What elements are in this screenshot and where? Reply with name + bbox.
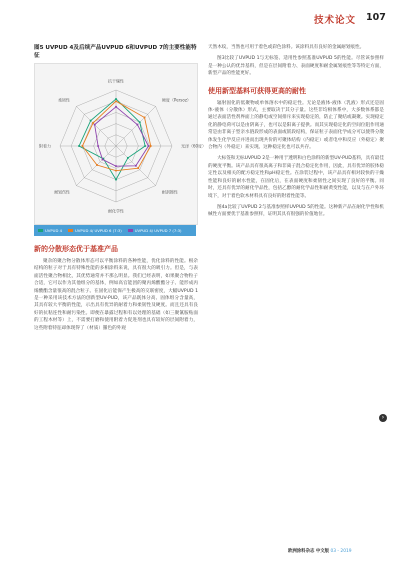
page-number: 107: [366, 12, 386, 23]
radar-point: [135, 165, 137, 167]
left-paragraph-1: 聚杂的聚合物分散体形态可以平衡涂料的各种性能，优化涂料的性能。根杂结构的粒子对于具有特殊性能的多相涂料来说，具有很大的吸引力。但是，与表面活性聚合物相比，其优势通常并不那么明显。我们已经表明，如果聚合物粒子合适，它可以作为其他组分的基体，例如高官能团的聚丙烯酸酯分子、能形成丙烯酸酯含量很高的混合粒子。在固化后能保产生极高的交联密度，大幅UVPUD 1是一种采用该技术方法的创新型UV-PUD，该产品既体分高、固体组分含量高，其具有较大平衡的性能，示出具有优异的耐着力和柔韧性及硬度。而且还具有良好的抗粘连性和耐污染性。即便在暴露过程和有以处理的基础（如三聚氰胺贴面的工程木材等）上，不需要打磨和使用附着力促进剂也具有较好的层间附着力，这些附着特征却体现得了（材质）羅色的外观: [34, 259, 198, 331]
legend-item: [128, 228, 182, 233]
right-paragraph-1: 辐射固化的低聚物或单体溶水中的稳定性。无论是液体-液体（乳液）形式还是固体-液体（分散体）形式，主要取决于其分子量。这些非均相体系中，大多数体系都是通过表面活性剂界面上的静电或空间排斥来实现稳定的，防止了聚结或凝聚。实现稳定化的静电荷可以是由阴离子，也可以是阳离子提供。而其实现稳定化的空间位阻作用通常是由非离子型亲水链段形成的表面或嵌段结构，保证粒子表面化学成分可以使得分散体发生化学反应并进而出现共价的可聚体结构（内稳定）或者电中和反应（外稳定）聚合物内（外稳定）来实现。这种稳定化也可以共存。: [208, 100, 384, 151]
radar-point: [115, 165, 117, 167]
radar-chart-svg: [35, 64, 207, 224]
radar-point: [78, 145, 80, 147]
radar-point: [137, 167, 139, 169]
legend-item: [38, 228, 62, 233]
right-heading: 使用新型基料可获得更高的耐性: [208, 86, 306, 95]
radar-axis-label: 耐刮擦性: [161, 189, 178, 195]
radar-point: [150, 145, 152, 147]
footer-magazine: 欧洲涂料杂志 中文版: [288, 549, 330, 554]
left-column: [34, 44, 207, 336]
radar-series-line: [82, 101, 150, 170]
radar-point: [115, 170, 117, 172]
radar-point: [96, 164, 98, 166]
legend-label: UVPUD 4: [45, 228, 62, 233]
legend-swatch: [38, 229, 43, 232]
radar-axis-label: 附着力: [39, 143, 52, 149]
right-column: [208, 44, 384, 223]
legend-label: UVPUD 4/ UVPUD 6 (7:3): [75, 228, 122, 233]
radar-axis-label: 硬度（Persoz）: [161, 97, 191, 103]
radar-point: [102, 158, 104, 160]
right-paragraph-3: 图4a比较了UVPUD 2与基准参照样UVPUD 5的性能。这种新产品在耐化学性和机械性方面要优于基准参照样，证明其具有很强的价值地位。: [208, 204, 384, 218]
radar-axis-label: 耐化学性: [108, 208, 124, 214]
chart-legend: [34, 225, 196, 236]
section-label: 技术论文: [314, 15, 357, 26]
legend-label: UVPUD 4/ UVPUD 7 (7:3): [134, 228, 182, 233]
radar-point: [144, 145, 146, 147]
footer-issue: 03 - 2019: [330, 549, 352, 554]
right-paragraph-top-1: 天然木纹，当然也可用于着色或彩色涂料。该涂料具有良好的金属耐划痕性。: [208, 45, 365, 50]
radar-point: [90, 120, 92, 122]
radar-point: [115, 106, 117, 108]
radar-chart: [34, 63, 207, 225]
page-footer: [288, 548, 352, 554]
legend-swatch: [68, 229, 73, 232]
page-header: [0, 0, 400, 30]
radar-point: [127, 157, 129, 159]
legend-item: [68, 228, 122, 233]
radar-axis-label: 光泽（60度）: [180, 143, 207, 149]
radar-point: [139, 121, 141, 123]
radar-point: [94, 124, 96, 126]
radar-point: [115, 98, 117, 100]
radar-point: [115, 100, 117, 102]
radar-axis-label: 耐划伤性: [54, 189, 71, 195]
right-paragraph-top-2: 图3比较了UVPUD 1与无标签、适用性参照基准UVPUD 5的性能。尽管该参照样是一种公认的优异基料，但是在层间附着力、表面硬度和耐金属划痕性等等特定方面，新型产品的性能更好。: [208, 56, 384, 77]
radar-series-line: [95, 107, 149, 166]
radar-point: [147, 145, 149, 147]
radar-point: [144, 116, 146, 118]
right-paragraph-2: 大标签和无标UVPUD 2是一种用于透明和白色涂料的新型UV-PUD基料，具有最佳的硬度平衡。该产品具有很高离子和非离子混合稳定化作用，因此，具有优异的胶体稳定性以及相关的配方稳定性和pH稳定性。在涂装过程中，该产品具有相对较快的干燥性能和良好的耐水性能，在固化后，在表面硬度和柔韧性之间实现了良好的平衡。同时，还具有优异的耐化学品性，包括乙醇的耐化学品性和耐黄变性能，以及与在户外环境下，对于着色软木材料具有良好的附着性能等。: [208, 156, 384, 199]
radar-point: [81, 145, 83, 147]
figure-title: 图5 UVPUD 4及后续产品UVPUD 6和UVPUD 7的主要性能特征: [34, 45, 197, 59]
radar-point: [97, 145, 99, 147]
radar-point: [136, 124, 138, 126]
chevron-right-icon[interactable]: ›: [379, 414, 387, 422]
radar-point: [115, 179, 117, 181]
left-heading: 新的分散形态优于基准产品: [34, 245, 118, 253]
radar-point: [92, 122, 94, 124]
radar-axis-label: 柔韧性: [58, 97, 71, 103]
radar-axis-label: 抗干燥性: [108, 78, 124, 84]
legend-swatch: [128, 229, 133, 232]
radar-series-line: [79, 99, 145, 180]
